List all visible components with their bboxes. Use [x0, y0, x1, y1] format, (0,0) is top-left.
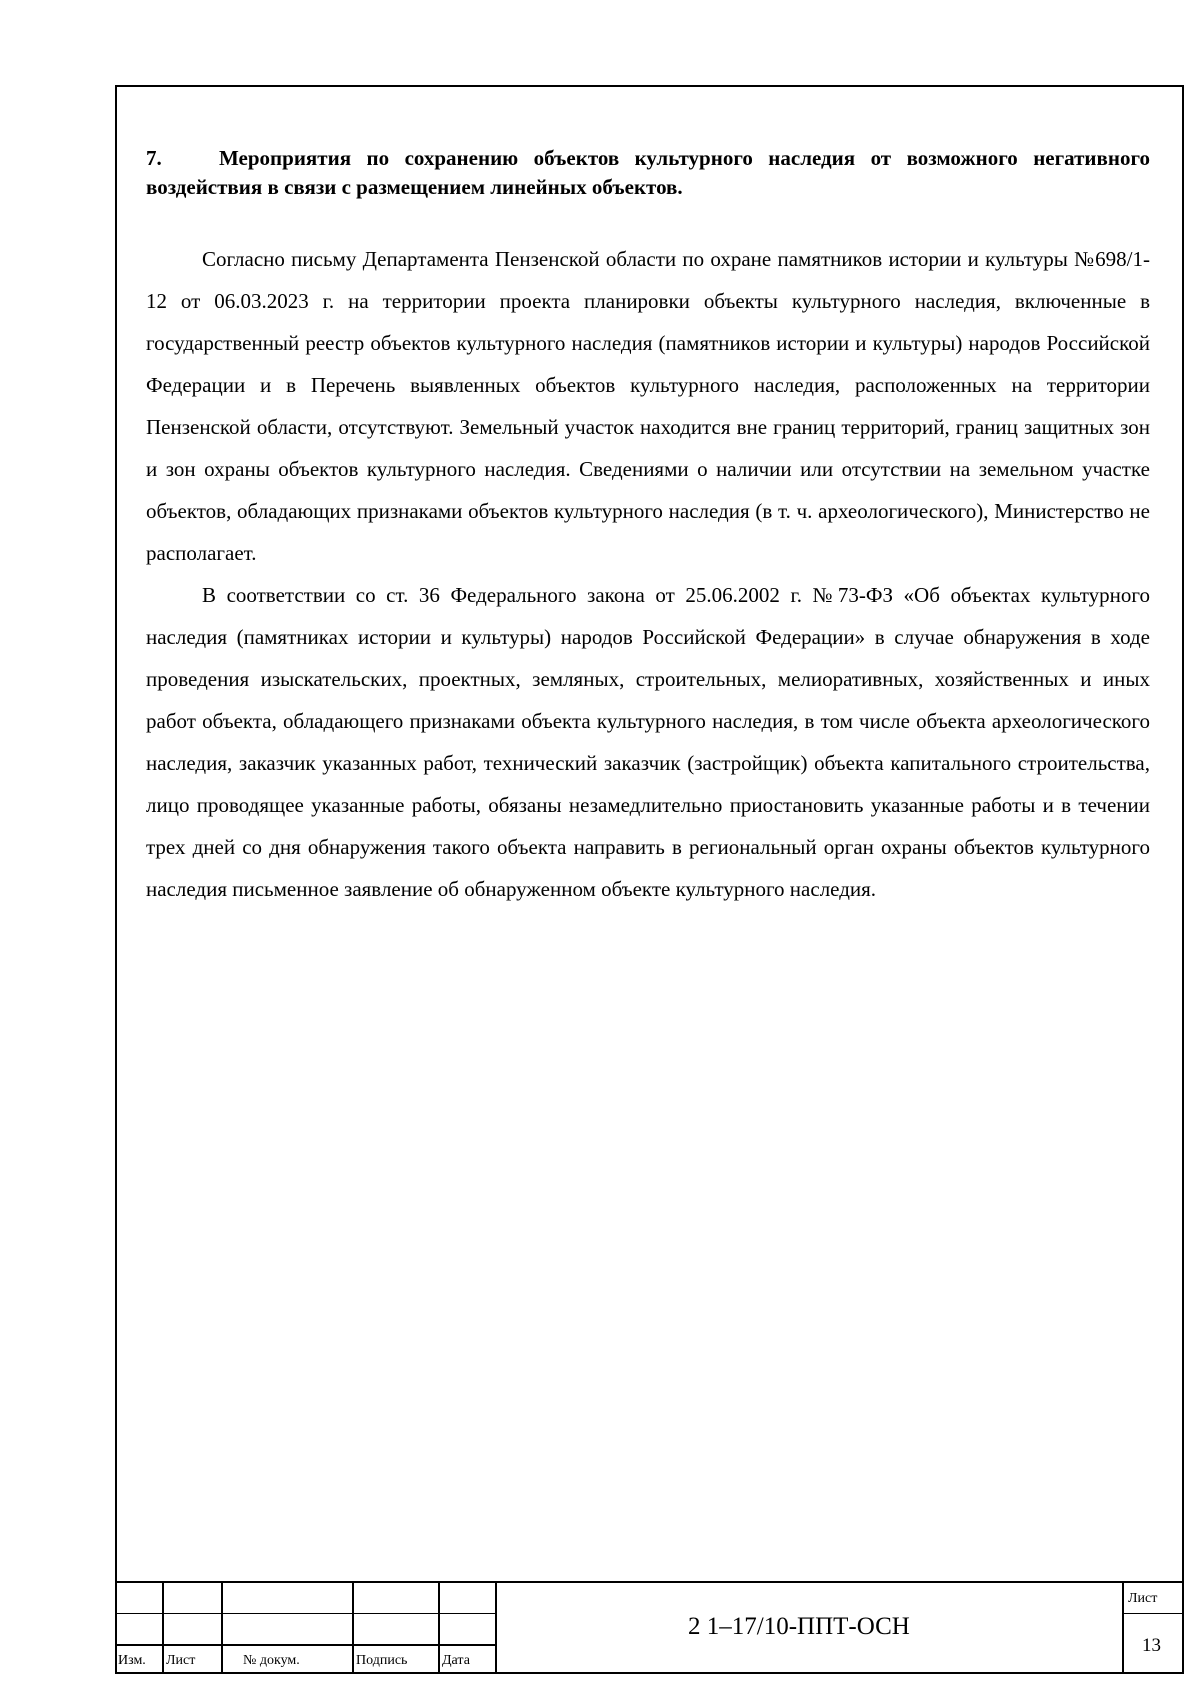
stamp-col-izm: Изм. — [118, 1653, 146, 1668]
stamp-col-doc: № докум. — [243, 1653, 300, 1668]
sheet-number: 13 — [1142, 1635, 1161, 1656]
paragraph-1: Согласно письму Департамента Пензенской области по охране памятников истории и культуры №698/1-12 от 06.03.2023 г. на территории проекта планировки объекты культурного наследия, включенные в государственный реестр объектов культурного наследия (памятников истории и культуры) народов Российской Федерации и в Перечень выявленных объектов культурного наследия, расположенных на территории Пензенской области, отсутствуют. Земельный участок находится вне границ территорий, границ защитных зон и зон охраны объектов культурного наследия. Сведениями о наличии или отсутствии на земельном участке объектов, обладающих признаками объектов культурного наследия (в т. ч. археологического), Министерство не располагает. — [146, 247, 1150, 565]
section-heading — [146, 144, 1150, 202]
section-title: Мероприятия по сохранению объектов культурного наследия от возможного негативного воздействия в связи с размещением линейных объектов. — [146, 146, 1150, 199]
paragraph-2: В соответствии со ст. 36 Федерального закона от 25.06.2002 г. №73-ФЗ «Об объектах культурного наследия (памятниках истории и культуры) народов Российской Федерации» в случае обнаружения в ходе проведения изыскательских, проектных, земляных, строительных, мелиоративных, хозяйственных и иных работ объекта, обладающего признаками объекта культурного наследия, в том числе объекта археологического наследия, заказчик указанных работ, технический заказчик (застройщик) объекта капитального строительства, лицо проводящее указанные работы, обязаны незамедлительно приостановить указанные работы и в течении трех дней со дня обнаружения такого объекта направить в региональный орган охраны объектов культурного наследия письменное заявление об обнаруженном объекте культурного наследия. — [146, 583, 1150, 901]
document-code: 2 1–17/10-ППТ-ОСН — [688, 1613, 910, 1640]
stamp-col-sign: Подпись — [356, 1653, 408, 1668]
stamp-col-date: Дата — [442, 1653, 470, 1668]
stamp-col-list: Лист — [166, 1653, 196, 1668]
sheet-label: Лист — [1128, 1591, 1158, 1606]
section-number: 7. — [146, 146, 162, 170]
document-body — [146, 144, 1150, 910]
title-block — [115, 1581, 1184, 1674]
